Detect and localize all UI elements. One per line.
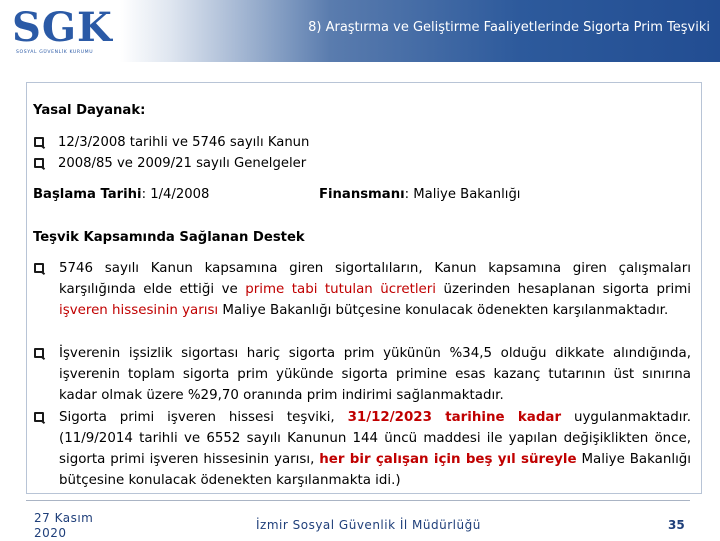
highlight-text: işveren hissesinin yarısı <box>59 303 219 318</box>
highlight-text: 31/12/2023 tarihine kadar <box>347 410 562 425</box>
support-paragraph-1: 5746 sayılı Kanun kapsamına giren sigortalıların, Kanun kapsamına giren çalışmaları karşılığında elde ettiği ve prime tabi tutulan ücretleri üzerinden hesaplanan sigorta primi işveren hissesinin yarısı Maliye Bakanlığı bütçesine konulacak ödenekten karşılanmaktadır. <box>59 261 691 318</box>
legal-basis-heading: Yasal Dayanak: <box>33 103 146 118</box>
footer-organization: İzmir Sosyal Güvenlik İl Müdürlüğü <box>256 518 481 532</box>
checkbox-bullet-icon <box>34 348 44 358</box>
footer-date-year: 2020 <box>34 526 67 540</box>
support-heading: Teşvik Kapsamında Sağlanan Destek <box>33 230 305 245</box>
legal-basis-item: 12/3/2008 tarihli ve 5746 sayılı Kanun <box>58 135 310 150</box>
start-date <box>33 184 209 205</box>
checkbox-bullet-icon <box>34 137 44 147</box>
start-date-label: Başlama Tarihi <box>33 187 142 202</box>
highlight-text: prime tabi tutulan ücretleri <box>245 282 437 297</box>
footer-divider <box>26 500 690 501</box>
financing <box>319 184 520 205</box>
financing-value: : Maliye Bakanlığı <box>404 187 521 202</box>
logo-subtitle: SOSYAL GÜVENLİK KURUMU <box>16 50 94 55</box>
slide-title: 8) Araştırma ve Geliştirme Faaliyetlerinde Sigorta Prim Teşviki <box>308 20 710 35</box>
support-paragraph-2: İşverenin işsizlik sigortası hariç sigorta prim yükünün %34,5 olduğu dikkate alındığında, işverenin toplam sigorta prim yükünde sigorta primine esas kazanç tutarının üst sınırına kadar olmak üzere %29,70 oranında prim indirimi sağlanmaktadır. <box>59 346 691 403</box>
checkbox-bullet-icon <box>34 412 44 422</box>
checkbox-bullet-icon <box>34 158 44 168</box>
highlight-text: her bir çalışan için beş yıl süreyle <box>319 452 577 467</box>
header-bar <box>0 0 720 62</box>
page-number: 35 <box>668 518 685 532</box>
footer-date-day: 27 Kasım <box>34 511 94 525</box>
support-paragraph-3: Sigorta primi işveren hissesi teşviki, 31/12/2023 tarihine kadar uygulanmaktadır. (11/9/2014 tarihli ve 6552 sayılı Kanunun 144 üncü maddesi ile yapılan değişiklikten önce, sigorta primi işveren hissesinin yarısı, her bir çalışan için beş yıl süreyle Maliye Bakanlığı bütçesine konulacak ödenekten karşılanmakta idi.) <box>59 410 692 488</box>
sgk-logo <box>12 6 142 56</box>
start-date-value: : 1/4/2008 <box>141 187 210 202</box>
financing-label: Finansmanı <box>319 187 405 202</box>
legal-basis-item: 2008/85 ve 2009/21 sayılı Genelgeler <box>58 156 307 171</box>
checkbox-bullet-icon <box>34 263 44 273</box>
footer-date <box>34 511 93 541</box>
logo-text: SGK <box>12 4 113 51</box>
